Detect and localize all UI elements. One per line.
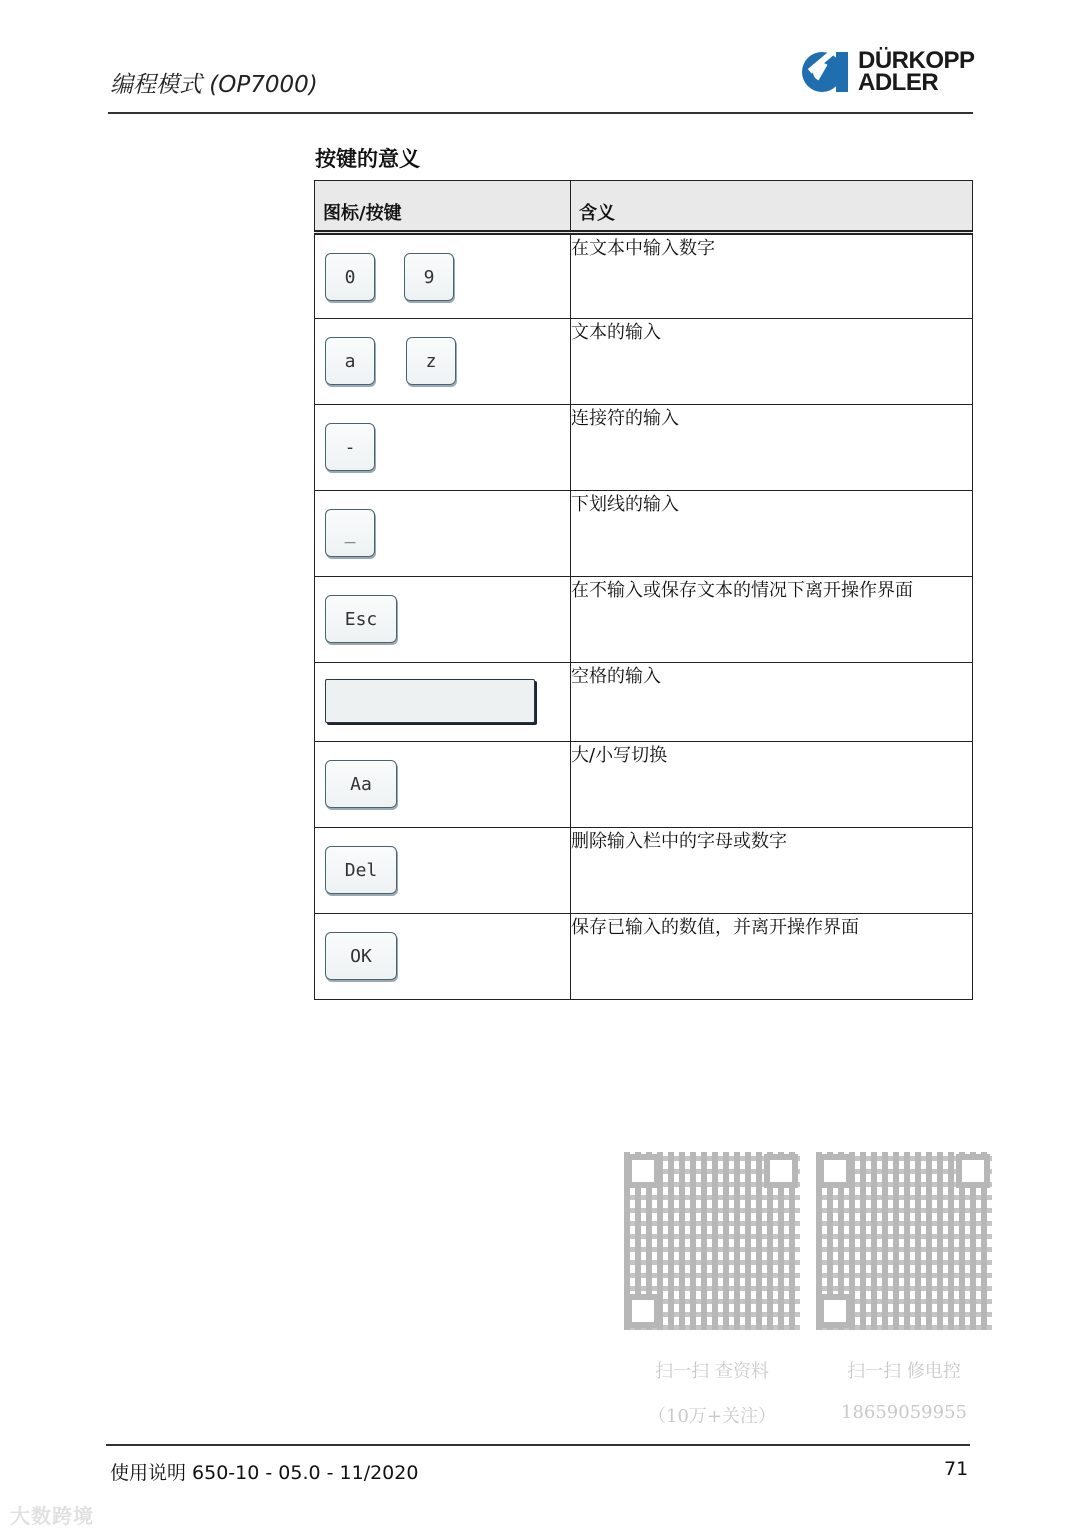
qr-left-caption-2: （10万+关注） xyxy=(648,1406,776,1427)
column-header-meaning: 含义 xyxy=(571,181,973,233)
header-title: 编程模式 (OP7000) xyxy=(110,72,318,98)
key-underscore-button[interactable]: _ xyxy=(325,509,375,557)
footer-document-info: 使用说明 650-10 - 05.0 - 11/2020 xyxy=(110,1462,419,1484)
key-del-button[interactable]: Del xyxy=(325,846,397,894)
table-header-row xyxy=(315,181,973,233)
key-cell xyxy=(315,914,571,1000)
logo-text xyxy=(858,47,975,96)
key-space-button[interactable] xyxy=(325,679,535,723)
meaning-cell: 空格的输入 xyxy=(571,663,973,742)
duerkopp-adler-logo-icon xyxy=(800,50,852,94)
footer-divider xyxy=(106,1444,970,1446)
key-cell xyxy=(315,491,571,577)
key-meaning-table xyxy=(314,180,973,1000)
key-cell xyxy=(315,577,571,663)
meaning-cell: 文本的输入 xyxy=(571,319,973,405)
key-9-button[interactable]: 9 xyxy=(404,253,454,301)
logo-line-2: ADLER xyxy=(858,69,939,96)
key-cell xyxy=(315,663,571,742)
qr-code-area xyxy=(620,1152,995,1442)
key-case-toggle-button[interactable]: Aa xyxy=(325,760,397,808)
meaning-cell: 大/小写切换 xyxy=(571,742,973,828)
qr-left-caption-1: 扫一扫 查资料 xyxy=(655,1361,769,1382)
meaning-cell: 在文本中输入数字 xyxy=(571,233,973,319)
meaning-cell: 连接符的输入 xyxy=(571,405,973,491)
meaning-cell: 下划线的输入 xyxy=(571,491,973,577)
key-z-button[interactable]: z xyxy=(406,337,456,385)
qr-code-right-icon[interactable] xyxy=(816,1152,992,1330)
key-hyphen-button[interactable]: - xyxy=(325,423,375,471)
key-cell xyxy=(315,233,571,319)
key-ok-button[interactable]: OK xyxy=(325,932,397,980)
table-row xyxy=(315,233,973,319)
table-row xyxy=(315,577,973,663)
meaning-cell: 在不输入或保存文本的情况下离开操作界面 xyxy=(571,577,973,663)
table-row xyxy=(315,491,973,577)
key-cell xyxy=(315,742,571,828)
table-row xyxy=(315,914,973,1000)
meaning-cell: 保存已输入的数值，并离开操作界面 xyxy=(571,914,973,1000)
table-row xyxy=(315,828,973,914)
qr-code-left-icon[interactable] xyxy=(624,1152,800,1330)
meaning-cell: 删除输入栏中的字母或数字 xyxy=(571,828,973,914)
qr-right-caption-1: 扫一扫 修电控 xyxy=(847,1361,961,1382)
section-title: 按键的意义 xyxy=(315,147,420,171)
key-a-button[interactable]: a xyxy=(325,337,375,385)
qr-right-caption-2: 18659059955 xyxy=(841,1402,967,1423)
logo-line-1: DÜRKOPP xyxy=(858,47,975,74)
key-esc-button[interactable]: Esc xyxy=(325,595,397,643)
table-row xyxy=(315,663,973,742)
page-number: 71 xyxy=(944,1458,969,1480)
key-cell xyxy=(315,828,571,914)
watermark: 大数跨境 xyxy=(10,1504,94,1528)
header-divider xyxy=(108,112,973,114)
brand-logo xyxy=(800,47,975,96)
table-row xyxy=(315,742,973,828)
key-cell xyxy=(315,405,571,491)
key-0-button[interactable]: 0 xyxy=(325,253,375,301)
key-cell xyxy=(315,319,571,405)
column-header-key: 图标/按键 xyxy=(315,181,571,233)
table-row xyxy=(315,405,973,491)
table-row xyxy=(315,319,973,405)
